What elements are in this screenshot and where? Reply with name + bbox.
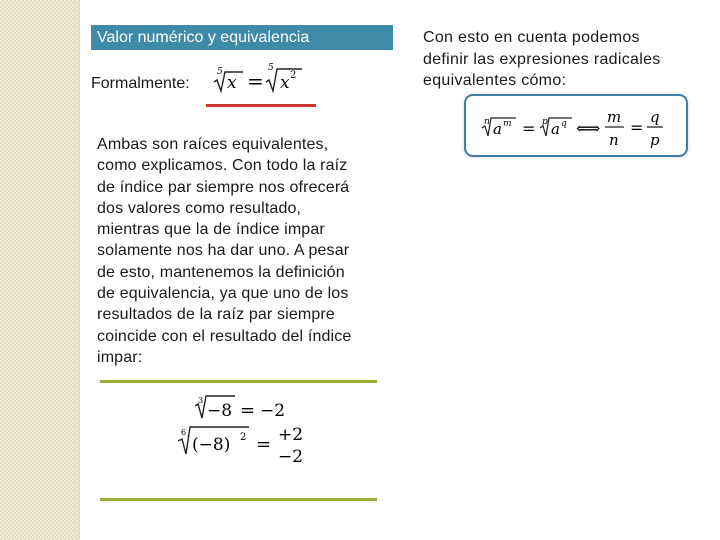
formal-eq-equals: = xyxy=(247,69,264,93)
right-intro-text: Con esto en cuenta podemos definir las expresiones radicales equivalentes cómo: xyxy=(423,29,661,89)
example1-index: 3 xyxy=(198,396,204,405)
example1-radicand: −8 xyxy=(207,401,233,421)
example-equations xyxy=(178,390,318,466)
formula-index-p: p xyxy=(542,117,548,127)
example1-equals: = xyxy=(240,400,256,421)
formula-frac2-den: p xyxy=(650,131,660,149)
formula-base-a2: a xyxy=(551,120,560,138)
red-divider xyxy=(206,104,316,107)
formula-base-a1: a xyxy=(493,120,502,138)
equivalence-formula-box xyxy=(464,94,688,157)
example2-exponent: 2 xyxy=(240,432,247,443)
example1-result: −2 xyxy=(260,401,286,421)
side-pattern xyxy=(0,0,80,540)
formal-equation xyxy=(210,60,320,96)
formula-equals1: = xyxy=(522,119,536,138)
example2-equals: = xyxy=(256,434,272,455)
formula-frac2-num: q xyxy=(650,108,660,126)
formula-frac1-num: m xyxy=(607,108,622,126)
formal-label: Formalmente: xyxy=(91,75,190,92)
formula-iff: ⟺ xyxy=(576,119,601,139)
formula-exp-q: q xyxy=(561,119,567,129)
formal-eq-radicand-right: x xyxy=(280,73,290,93)
example2-result-top: +2 xyxy=(278,425,304,445)
formula-equals2: = xyxy=(630,118,644,137)
formal-eq-exponent: 2 xyxy=(290,70,297,81)
formal-eq-radicand-left: x xyxy=(227,73,237,93)
formal-eq-index-right: 5 xyxy=(268,63,274,73)
example2-radicand: (−8) xyxy=(192,435,231,455)
example2-index: 6 xyxy=(181,428,187,437)
explanation-text: Ambas son raíces equivalentes, como explicamos. Con todo la raíz de índice par siempre nos ofrecerá dos valores como resultado, mientras que la de índice impar solamente nos ha dar uno. A pesar de esto, mantenemos la definición de equivalencia, ya que uno de los resultados de la raíz par siempre coincide con el resultado del índice impar: xyxy=(97,136,352,366)
example2-result-bottom: −2 xyxy=(278,447,304,466)
formula-index-n: n xyxy=(484,117,490,127)
formal-eq-index-left: 5 xyxy=(217,67,223,77)
green-divider-top xyxy=(100,380,377,383)
section-title: Valor numérico y equivalencia xyxy=(91,25,393,50)
formula-frac1-den: n xyxy=(609,131,619,149)
green-divider-bottom xyxy=(100,498,377,501)
formula-exp-m: m xyxy=(503,119,512,129)
equivalence-formula xyxy=(480,102,670,152)
